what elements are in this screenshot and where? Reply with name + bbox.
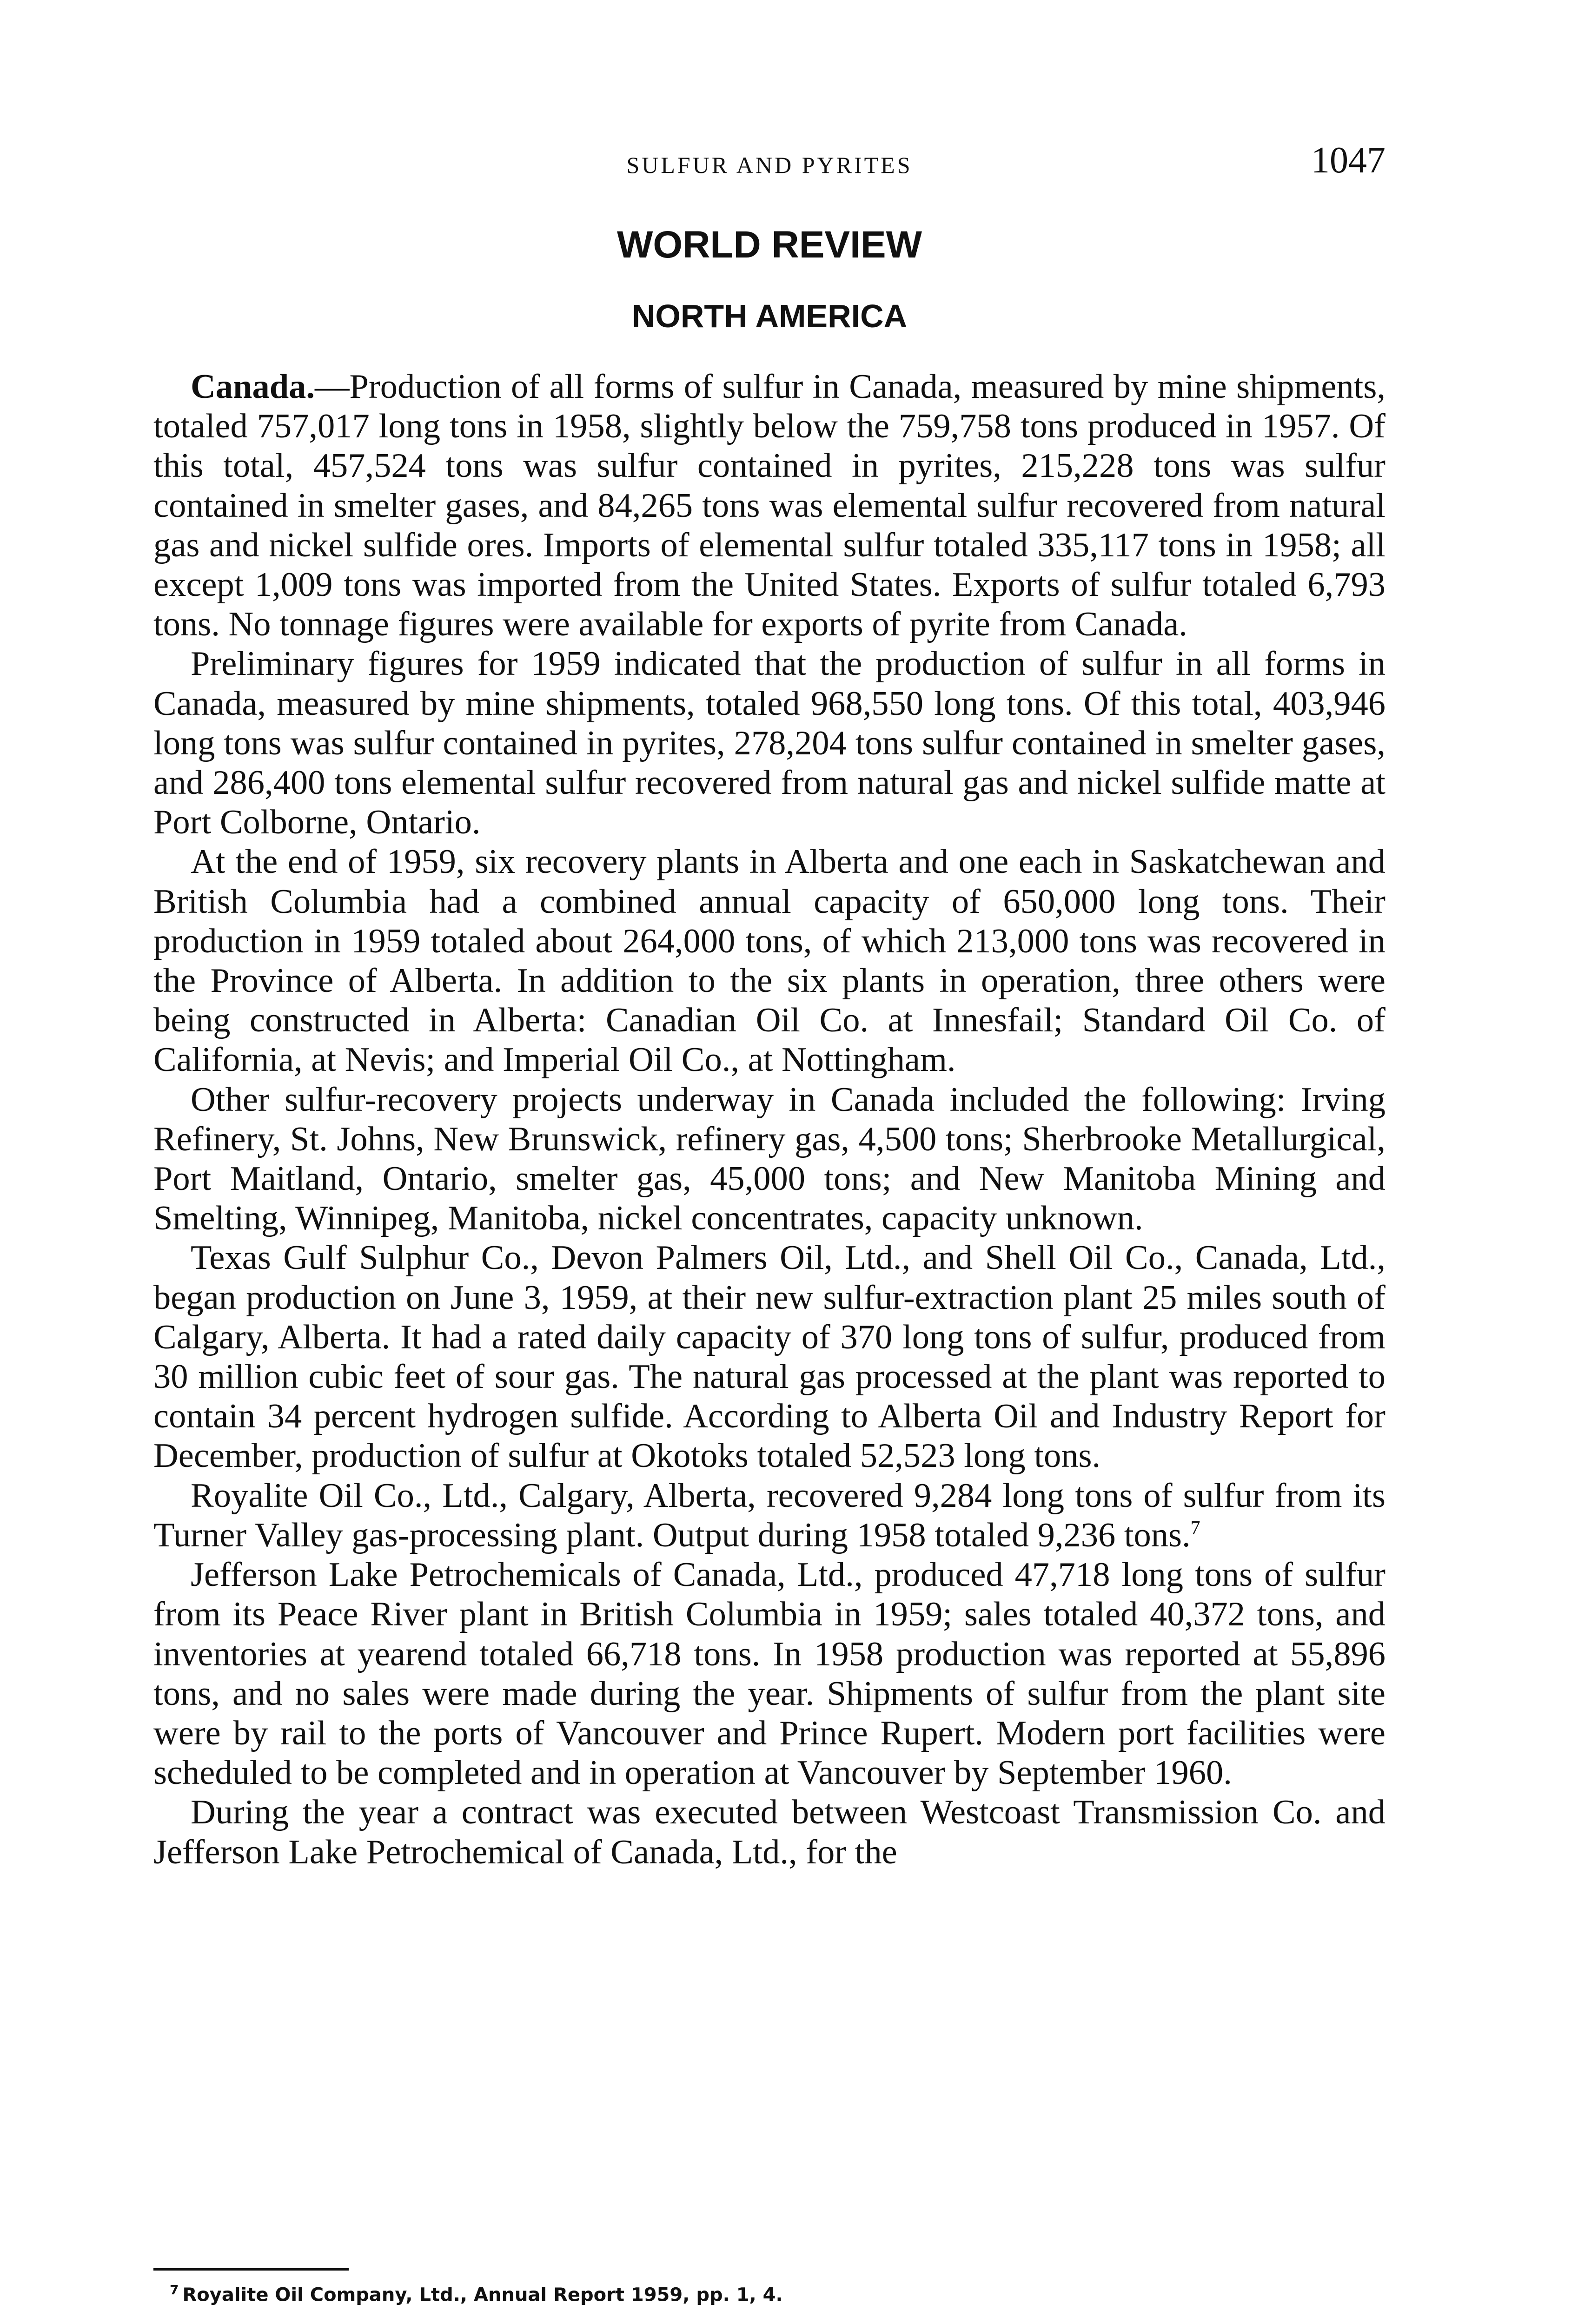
country-heading: Canada. bbox=[191, 368, 315, 406]
footnote-divider bbox=[153, 2268, 349, 2271]
running-head bbox=[153, 139, 1385, 195]
paragraph-westcoast: During the year a contract was executed between Westcoast Transmission Co. and Jefferson Lake Petrochemical of Canada, Ltd., for the bbox=[153, 1793, 1385, 1871]
paragraph-text: —Production of all forms of sulfur in Canada, measured by mine shipments, totaled 757,017 long tons in 1958, slightly below the 759,758 tons produced in 1957. Of this total, 457,524 tons was sulfur contained in pyrites, 215,228 tons was sulfur contained in smelter gases, and 84,265 tons was elemental sulfur recovered from natural gas and nickel sulfide ores. Imports of elemental sulfur totaled 335,117 tons in 1958; all except 1,009 tons was imported from the United States. Exports of sulfur totaled 6,793 tons. No tonnage figures were available for exports of pyrite from Canada. bbox=[153, 368, 1385, 644]
paragraph-preliminary: Preliminary figures for 1959 indicated that the production of sulfur in all forms in Canada, measured by mine shipments, totaled 968,550 long tons. Of this total, 403,946 long tons was sulfur contained in pyrites, 278,204 tons sulfur contained in smelter gases, and 286,400 tons elemental sulfur recovered from natural gas and nickel sulfide matte at Port Colborne, Ontario. bbox=[153, 645, 1385, 842]
body-text bbox=[153, 367, 1385, 1872]
footnote-marker: 7 bbox=[170, 2282, 179, 2298]
paragraph-other-projects: Other sulfur-recovery projects underway in Canada included the following: Irving Refinery, St. Johns, New Brunswick, refinery gas, 4,500 tons; Sherbrooke Metallurgical, Port Maitland, Ontario, smelter gas, 45,000 tons; and New Manitoba Mining and Smelting, Winnipeg, Manitoba, nickel concentrates, capacity unknown. bbox=[153, 1080, 1385, 1238]
section-subtitle: NORTH AMERICA bbox=[631, 298, 908, 334]
footnote-reference[interactable]: 7 bbox=[1190, 1518, 1200, 1539]
footnote-text: Royalite Oil Company, Ltd., Annual Report 1959, pp. 1, 4. bbox=[182, 2284, 783, 2306]
footnote bbox=[170, 2282, 1379, 2305]
paragraph-texas-gulf: Texas Gulf Sulphur Co., Devon Palmers Oil, Ltd., and Shell Oil Co., Canada, Ltd., began production on June 3, 1959, at their new sulfur-extraction plant 25 miles south of Calgary, Alberta. It had a rated daily capacity of 370 long tons of sulfur, produced from 30 million cubic feet of sour gas. The natural gas processed at the plant was reported to contain 34 percent hydrogen sulfide. According to Alberta Oil and Industry Report for December, production of sulfur at Okotoks totaled 52,523 long tons. bbox=[153, 1239, 1385, 1475]
paragraph-recovery-plants: At the end of 1959, six recovery plants in Alberta and one each in Saskatchewan and British Columbia had a combined annual capacity of 650,000 long tons. Their production in 1959 totaled about 264,000 tons, of which 213,000 tons was recovered in the Province of Alberta. In addition to the six plants in operation, three others were being constructed in Alberta: Canadian Oil Co. at Innesfail; Standard Oil Co. of California, at Nevis; and Imperial Oil Co., at Nottingham. bbox=[153, 843, 1385, 1079]
paragraph-text: Royalite Oil Co., Ltd., Calgary, Alberta, recovered 9,284 long tons of sulfur from its Turner Valley gas-processing plant. Output during 1958 totaled 9,236 tons. bbox=[153, 1476, 1385, 1554]
paragraph-royalite bbox=[153, 1476, 1385, 1555]
section-title: WORLD REVIEW bbox=[617, 224, 922, 266]
paragraph-jefferson-lake: Jefferson Lake Petrochemicals of Canada, Ltd., produced 47,718 long tons of sulfur from its Peace River plant in British Columbia in 1959; sales totaled 40,372 tons, and inventories at yearend totaled 66,718 tons. In 1958 production was reported at 55,896 tons, and no sales were made during the year. Shipments of sulfur from the plant site were by rail to the ports of Vancouver and Prince Rupert. Modern port facilities were scheduled to be completed and in operation at Vancouver by September 1960. bbox=[153, 1556, 1385, 1792]
page-number: 1047 bbox=[1311, 140, 1385, 181]
running-title: SULFUR AND PYRITES bbox=[626, 152, 913, 178]
paragraph-canada bbox=[153, 367, 1385, 644]
